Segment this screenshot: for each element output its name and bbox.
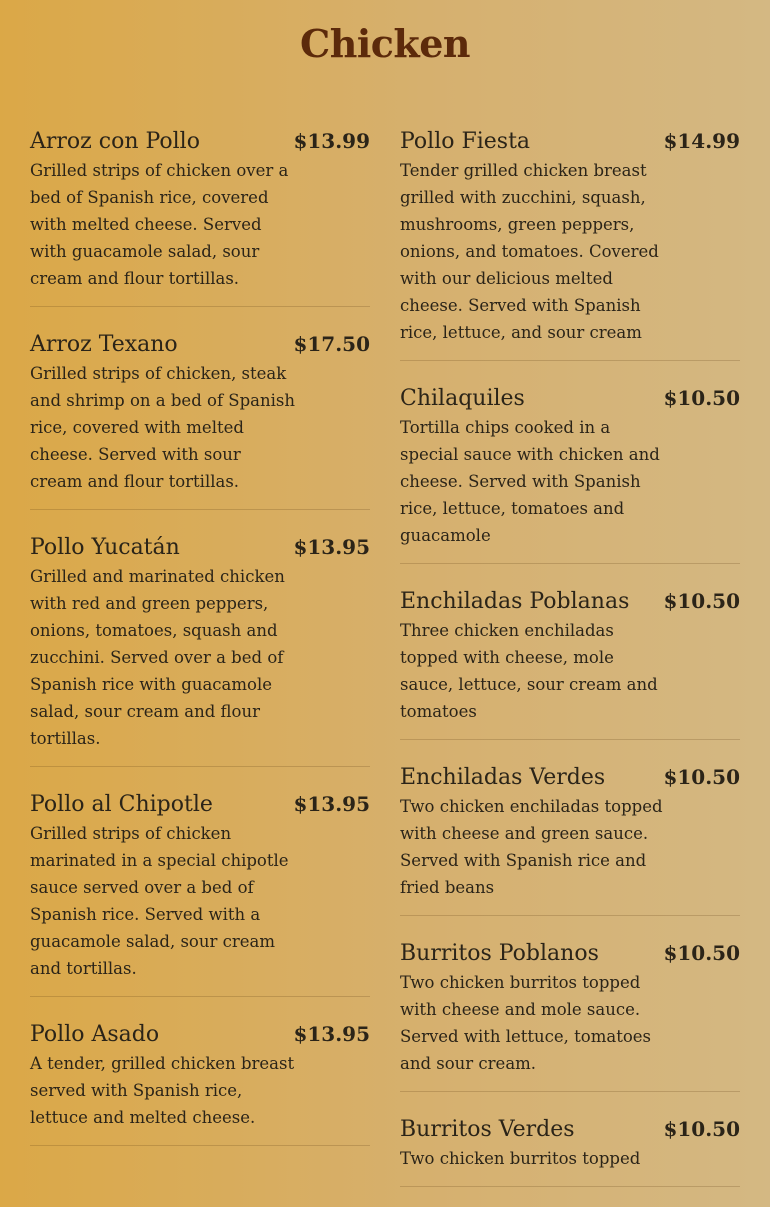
menu-item [30, 530, 370, 767]
menu-item-price: $14.99 [663, 129, 740, 153]
menu-item-header [30, 124, 370, 158]
menu-item-header [30, 327, 370, 361]
menu-item-price: $10.50 [663, 941, 740, 965]
menu-item-price: $17.50 [293, 332, 370, 356]
menu-item-description: Grilled strips of chicken, steak and shrimp on a bed of Spanish rice, covered with melted cheese. Served with sour cream and flour tortillas. [30, 364, 295, 491]
menu-item-description: Three chicken enchiladas topped with cheese, mole sauce, lettuce, sour cream and tomatoes [400, 621, 658, 721]
menu-item [400, 124, 740, 361]
menu-item-description: Two chicken burritos topped with cheese and mole sauce. Served with lettuce, tomatoes and sour cream. [400, 973, 652, 1073]
menu-item-header [30, 530, 370, 564]
menu-item [400, 1112, 740, 1187]
menu-item-header [30, 1017, 370, 1051]
menu-item [400, 760, 740, 916]
menu-item-price: $10.50 [663, 765, 740, 789]
menu-item-description: Tortilla chips cooked in a special sauce with chicken and cheese. Served with Spanish rice, lettuce, tomatoes and guacamole [400, 418, 660, 545]
menu-item-header [400, 936, 740, 970]
menu-item-name: Pollo Yucatán [30, 535, 180, 560]
menu-item-description: A tender, grilled chicken breast served with Spanish rice, lettuce and melted cheese. [30, 1054, 295, 1127]
menu-item-header [400, 760, 740, 794]
menu-item-price: $13.95 [293, 535, 370, 559]
menu-item-description: Tender grilled chicken breast grilled with zucchini, squash, mushrooms, green peppers, onions, and tomatoes. Covered with our delicious melted cheese. Served with Spanish rice, lettuce, and sour cream [400, 161, 659, 342]
menu-item-header [400, 381, 740, 415]
menu-item [30, 1017, 370, 1146]
menu-item-name: Arroz Texano [30, 332, 178, 357]
menu-item-description: Grilled and marinated chicken with red and green peppers, onions, tomatoes, squash and zucchini. Served over a bed of Spanish rice with guacamole salad, sour cream and flour tortillas. [30, 567, 285, 748]
menu-item-name: Burritos Poblanos [400, 941, 599, 966]
menu-item-price: $10.50 [663, 589, 740, 613]
menu-item-name: Pollo Asado [30, 1022, 160, 1047]
menu-column-right [400, 124, 740, 1207]
menu-item-price: $13.95 [293, 792, 370, 816]
menu-item-description: Two chicken burritos topped [400, 1149, 641, 1168]
menu-item-header [400, 584, 740, 618]
menu-item [30, 124, 370, 307]
menu-column-left [30, 124, 370, 1166]
menu-item [400, 381, 740, 564]
menu-item-description: Two chicken enchiladas topped with cheese and green sauce. Served with Spanish rice and fried beans [400, 797, 663, 897]
menu-item [30, 787, 370, 997]
menu-item [400, 936, 740, 1092]
menu-item-header [400, 124, 740, 158]
menu-item-name: Pollo Fiesta [400, 129, 531, 154]
menu-item [30, 327, 370, 510]
menu-item-name: Burritos Verdes [400, 1117, 575, 1142]
menu-item-price: $13.95 [293, 1022, 370, 1046]
page-title: Chicken [299, 21, 471, 66]
menu-item-price: $10.50 [663, 1117, 740, 1141]
menu-item-name: Pollo al Chipotle [30, 792, 213, 817]
menu-item-name: Enchiladas Verdes [400, 765, 606, 790]
menu-item-name: Chilaquiles [400, 386, 525, 411]
menu-item-header [30, 787, 370, 821]
menu-item-name: Arroz con Pollo [30, 129, 200, 154]
menu-item-description: Grilled strips of chicken marinated in a special chipotle sauce served over a bed of Spanish rice. Served with a guacamole salad, sour cream and tortillas. [30, 824, 289, 978]
menu-item-description: Grilled strips of chicken over a bed of Spanish rice, covered with melted cheese. Served with guacamole salad, sour cream and flour tortillas. [30, 161, 289, 288]
menu-item-price: $13.99 [293, 129, 370, 153]
menu-item [400, 584, 740, 740]
menu-item-header [400, 1112, 740, 1146]
menu-item-price: $10.50 [663, 386, 740, 410]
menu-item-name: Enchiladas Poblanas [400, 589, 630, 614]
